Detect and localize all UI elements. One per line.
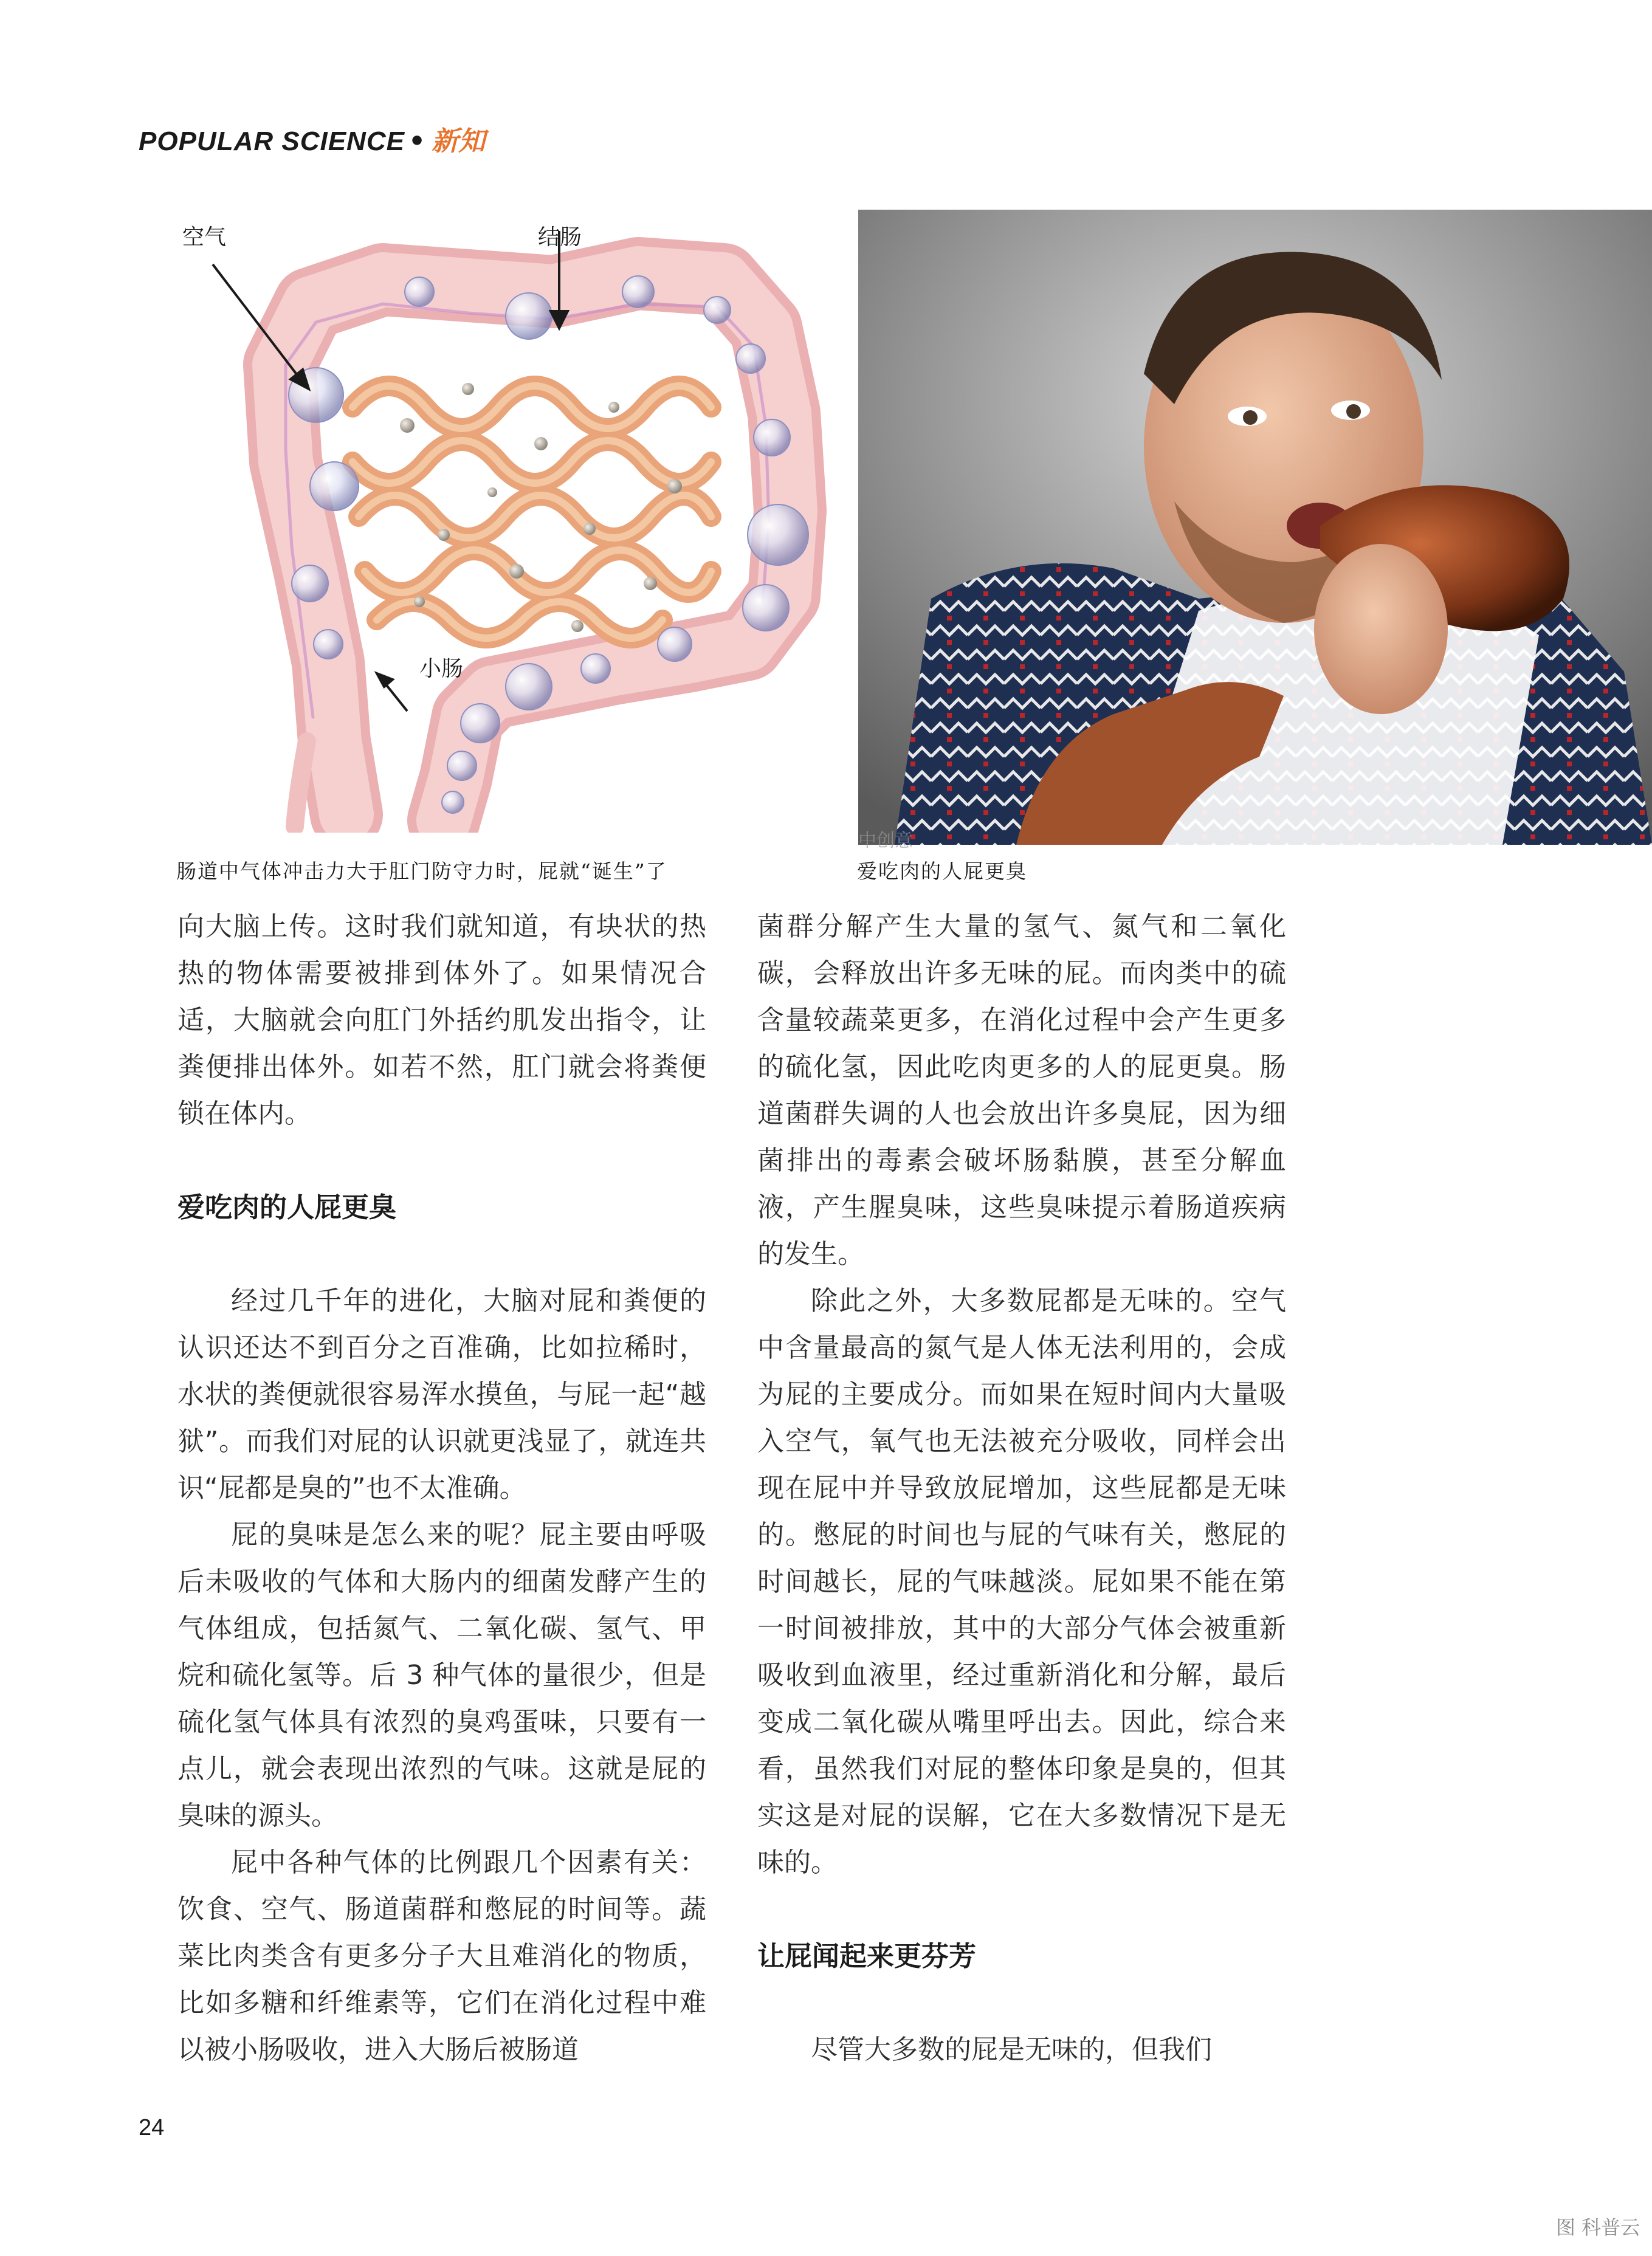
magazine-brand: POPULAR SCIENCE <box>139 126 405 156</box>
left-paragraph-3: 屁的臭味是怎么来的呢？屁主要由呼吸后未吸收的气体和大肠内的细菌发酵产生的气体组成，包括氮气、二氧化碳、氢气、甲烷和硫化氢等。后 3 种气体的量很少，但是硫化氢气体具有浓烈的臭鸡蛋味，只要有一点儿，就会表现出浓烈的气味。这就是屁的臭味的源头。 <box>177 1519 706 1831</box>
intestine-diagram <box>152 207 857 833</box>
right-paragraph-2: 除此之外，大多数屁都是无味的。空气中含量最高的氮气是人体无法利用的，会成为屁的主要成分。而如果在短时间内大量吸入空气，氧气也无法被充分吸收，同样会出现在屁中并导致放屁增加，这些屁都是无味的。憋屁的时间也与屁的气味有关，憋屁的时间越长，屁的气味越淡。屁如果不能在第一时间被排放，其中的大部分气体会被重新吸收到血液里，经过重新消化和分解，最后变成二氧化碳从嘴里呼出去。因此，综合来看，虽然我们对屁的整体印象是臭的，但其实这是对屁的误解，它在大多数情况下是无味的。 <box>757 1285 1286 1878</box>
left-paragraph-1: 向大脑上传。这时我们就知道，有块状的热热的物体需要被排到体外了。如果情况合适，大脑就会向肛门外括约肌发出指令，让粪便排出体外。如若不然，肛门就会将粪便锁在体内。 <box>177 911 706 1129</box>
photo-watermark: 中创意 <box>858 830 913 851</box>
section-name: 新知 <box>432 126 486 157</box>
label-air: 空气 <box>182 225 227 250</box>
left-column <box>177 903 706 2073</box>
heading-meat-eaters: 爱吃肉的人屁更臭 <box>177 1191 397 1223</box>
right-paragraph-1: 菌群分解产生大量的氢气、氮气和二氧化碳，会释放出许多无味的屁。而肉类中的硫含量较蔬菜更多，在消化过程中会产生更多的硫化氢，因此吃肉更多的人的屁更臭。肠道菌群失调的人也会放出许多臭屁，因为细菌排出的毒素会破坏肠黏膜，甚至分解血液，产生腥臭味，这些臭味提示着肠道疾病的发生。 <box>757 911 1286 1270</box>
label-colon: 结肠 <box>538 225 582 250</box>
heading-fragrant: 让屁闻起来更芬芳 <box>757 1940 977 1972</box>
left-paragraph-2: 经过几千年的进化，大脑对屁和粪便的认识还达不到百分之百准确，比如拉稀时，水状的粪便就很容易浑水摸鱼，与屁一起“越狱”。而我们对屁的认识就更浅显了，就连共识“屁都是臭的”也不太准确。 <box>177 1285 706 1504</box>
page-number: 24 <box>139 2115 165 2141</box>
right-paragraph-3: 尽管大多数的屁是无味的，但我们 <box>811 2034 1212 2065</box>
intestine-illustration <box>152 207 857 833</box>
label-small-intestine: 小肠 <box>419 656 464 681</box>
site-watermark: 图 科普云 <box>1556 2216 1640 2239</box>
right-column <box>757 903 1286 2073</box>
magazine-header <box>139 119 485 158</box>
photo-caption: 爱吃肉的人屁更臭 <box>857 859 1027 883</box>
diagram-caption: 肠道中气体冲击力大于肛门防守力时，屁就“诞生”了 <box>176 859 667 883</box>
left-paragraph-4: 屁中各种气体的比例跟几个因素有关：饮食、空气、肠道菌群和憋屁的时间等。蔬菜比肉类含有更多分子大且难消化的物质，比如多糖和纤维素等，它们在消化过程中难以被小肠吸收，进入大肠后被肠道 <box>177 1847 706 2065</box>
photo-illustration <box>858 210 1652 845</box>
photo-man-eating-meat <box>858 210 1652 845</box>
header-separator: • <box>408 126 426 157</box>
